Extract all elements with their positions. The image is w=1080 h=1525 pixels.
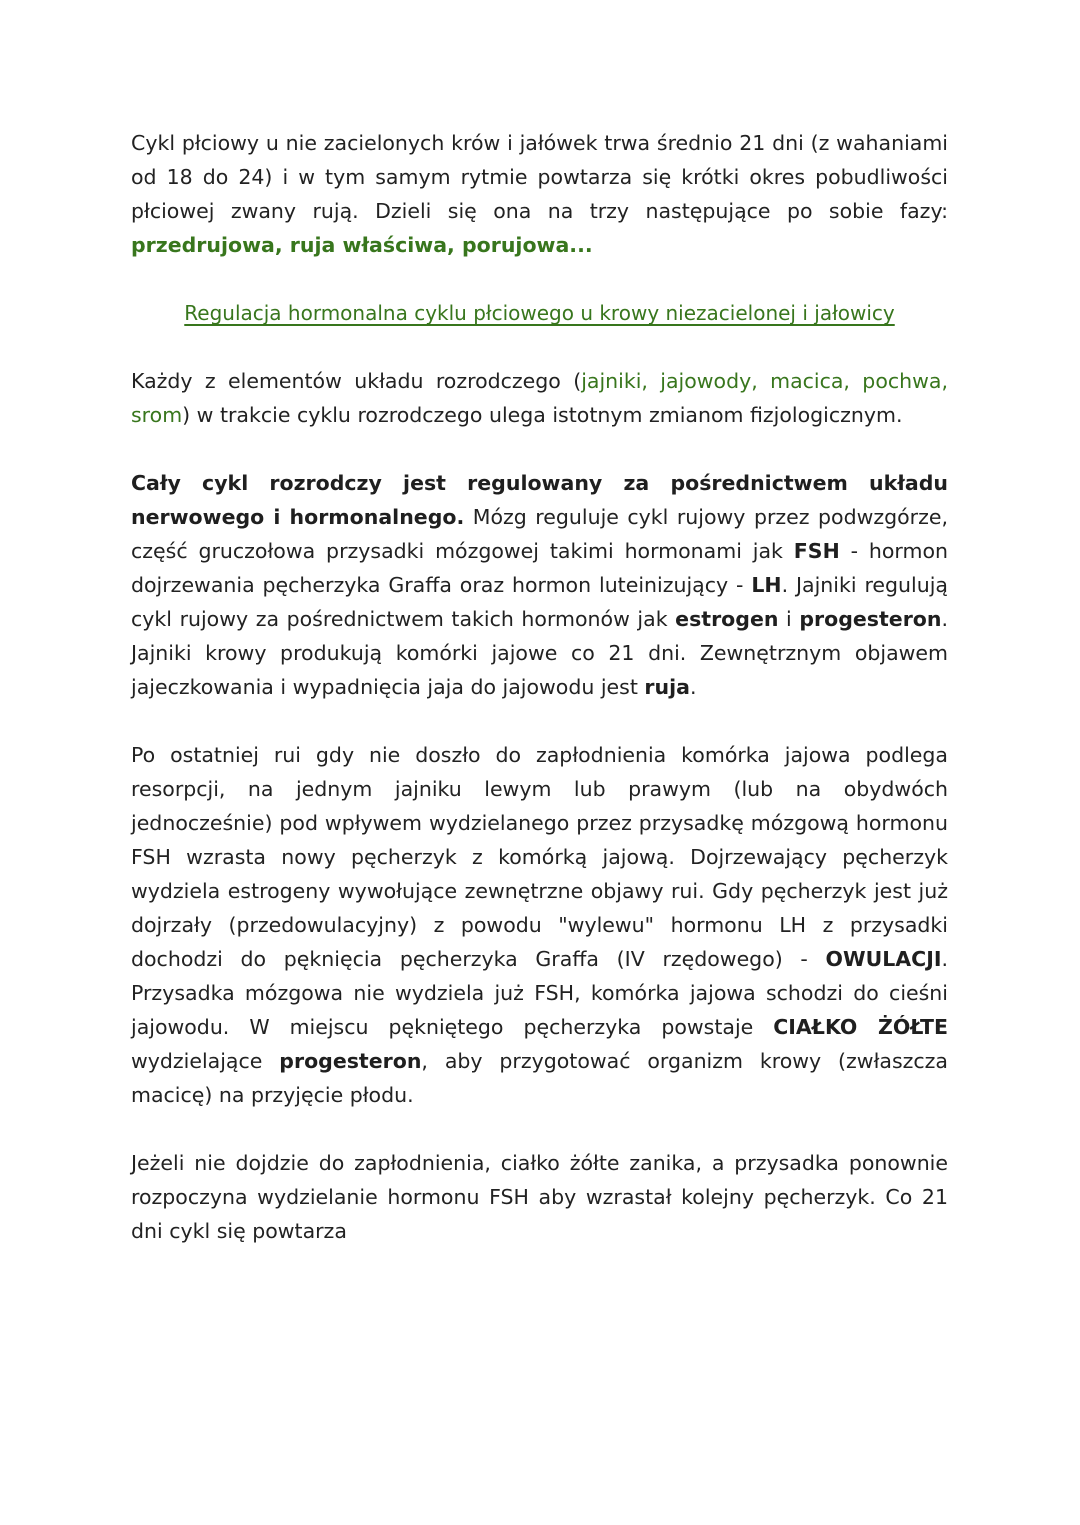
text-segment: estrogen — [675, 607, 779, 631]
text-segment: przedrujowa, ruja właściwa, porujowa... — [131, 233, 593, 257]
text-segment: . Jajniki regulują cykl rujowy za pośrednictwem takich hormonów jak — [131, 573, 948, 631]
text-segment: progesteron — [279, 1049, 422, 1073]
section-heading[interactable] — [131, 296, 948, 330]
text-segment: wydzielające — [131, 1049, 280, 1073]
text-segment: Jeżeli nie dojdzie do zapłodnienia, ciałko żółte zanika, a przysadka ponownie rozpoczyna wydzielanie hormonu FSH aby wzrastał kolejny pęcherzyk. Co 21 dni cykl się powtarza — [131, 1151, 948, 1243]
text-segment: . Jajniki krowy produkują komórki jajowe co 21 dni. Zewnętrznym objawem jajeczkowania i wypadnięcia jaja do jajowodu jest — [131, 607, 949, 699]
text-segment: . — [689, 675, 697, 699]
paragraph-reproductive-organs — [131, 364, 948, 432]
text-segment: - hormon dojrzewania pęcherzyka Graffa oraz hormon luteinizujący - — [131, 539, 948, 597]
paragraph-hormonal-regulation — [131, 466, 948, 704]
text-segment: ) w trakcie cyklu rozrodczego ulega istotnym zmianom fizjologicznym. — [182, 403, 903, 427]
text-segment: CIAŁKO ŻÓŁTE — [773, 1015, 948, 1039]
paragraph-cycle-repeat — [131, 1146, 948, 1248]
text-segment: LH — [751, 573, 782, 597]
paragraph-ovulation-process — [131, 738, 948, 1112]
text-segment: Każdy z elementów układu rozrodczego ( — [131, 369, 582, 393]
text-segment: . Przysadka mózgowa nie wydziela już FSH, komórka jajowa schodzi do cieśni jajowodu. W miejscu pękniętego pęcherzyka powstaje — [131, 947, 948, 1039]
text-segment: Cały cykl rozrodczy jest regulowany za pośrednictwem układu nerwowego i hormonalnego. — [131, 471, 948, 529]
text-segment: , aby przygotować organizm krowy (zwłaszcza macicę) na przyjęcie płodu. — [131, 1049, 948, 1107]
text-segment: i — [778, 607, 800, 631]
document-page — [131, 126, 948, 1248]
text-segment: jajniki, jajowody, macica, pochwa, srom — [131, 369, 948, 427]
paragraph-estrous-cycle-intro — [131, 126, 948, 262]
section-heading-link[interactable]: Regulacja hormonalna cyklu płciowego u krowy niezacielonej i jałowicy — [184, 301, 895, 325]
text-segment: FSH — [793, 539, 840, 563]
text-segment: progesteron — [799, 607, 942, 631]
text-segment: Po ostatniej rui gdy nie doszło do zapłodnienia komórka jajowa podlega resorpcji, na jednym jajniku lewym lub prawym (lub na obydwóch jednocześnie) pod wpływem wydzielanego przez przysadkę mózgową hormonu FSH wzrasta nowy pęcherzyk z komórką jajową. Dojrzewający pęcherzyk wydziela estrogeny wywołujące zewnętrzne objawy rui. Gdy pęcherzyk jest już dojrzały (przedowulacyjny) z powodu "wylewu" hormonu LH z przysadki dochodzi do pęknięcia pęcherzyka Graffa (IV rzędowego) - — [131, 743, 948, 971]
text-segment: OWULACJI — [825, 947, 942, 971]
text-segment: Mózg reguluje cykl rujowy przez podwzgórze, część gruczołowa przysadki mózgowej takimi hormonami jak — [131, 505, 949, 563]
text-segment: Cykl płciowy u nie zacielonych krów i jałówek trwa średnio 21 dni (z wahaniami od 18 do 24) i w tym samym rytmie powtarza się krótki okres pobudliwości płciowej zwany rują. Dzieli się ona na trzy następujące po sobie fazy: — [131, 131, 948, 223]
text-segment: ruja — [644, 675, 690, 699]
